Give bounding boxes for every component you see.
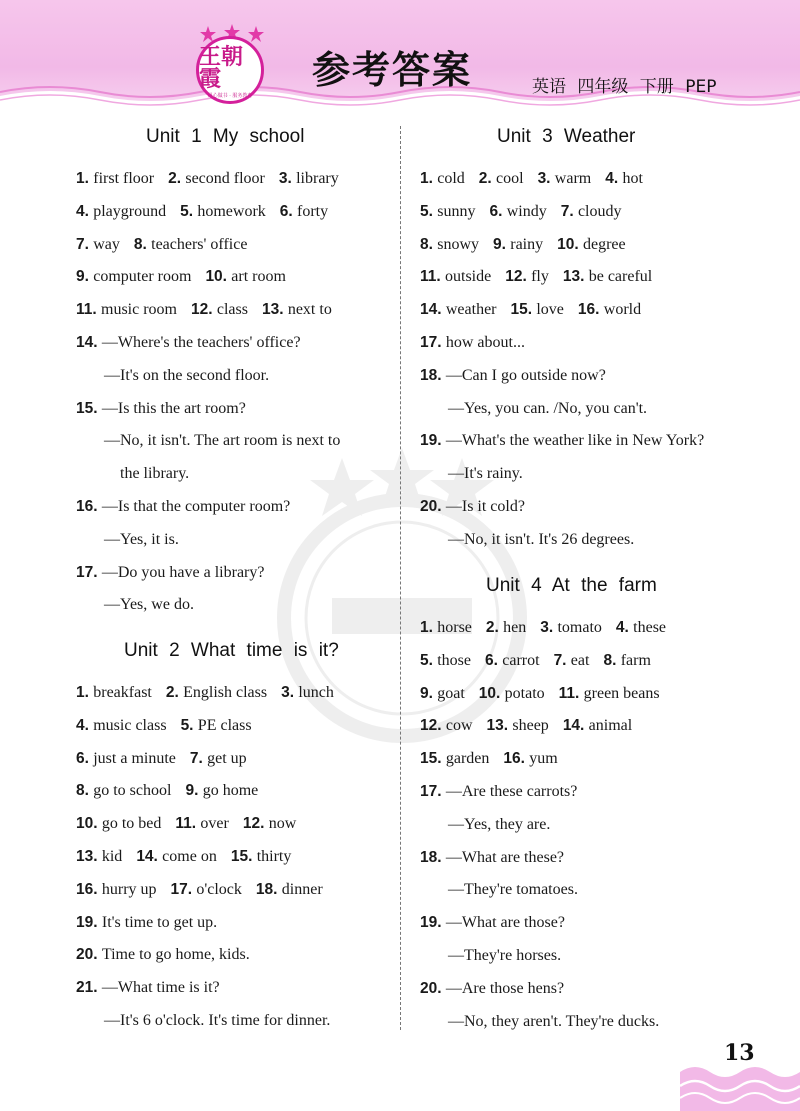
answer-text: —It's rainy. [448,465,523,483]
answer-line [448,945,561,967]
answer-line [76,168,339,190]
answer-text: hurry up [101,880,157,898]
answer-line [104,594,194,616]
answer-text: class [216,301,248,319]
answer-number: 4. [76,716,94,734]
answer-number: 20. [76,946,102,964]
answer-text: world [603,301,642,319]
answer-number: 4. [76,202,94,220]
answer-text: art room [231,268,286,286]
answer-number: 17. [420,783,446,800]
answer-text: windy [506,202,547,220]
answer-number: 13. [562,268,589,286]
answer-number: 6. [485,651,503,669]
answer-number: 9. [493,235,511,253]
answer-number: 1. [420,170,438,187]
answer-number: 16. [76,880,102,898]
answer-number: 16. [76,498,102,515]
answer-text: be careful [588,268,653,286]
answer-text: —What are these? [445,848,565,866]
answer-text: —Yes, they are. [448,815,551,833]
answer-text: —What's the weather like in New York? [445,432,705,450]
answer-text: those [437,651,472,669]
answer-line [104,529,179,551]
answer-text: —Yes, we do. [104,596,194,614]
answer-line [104,1010,330,1032]
answer-number: 6. [279,202,298,220]
answer-text: love [536,301,564,319]
answer-line [76,496,290,518]
answer-text: homework [197,202,266,220]
answer-number: 2. [165,684,184,701]
answer-number: 10. [205,268,232,286]
answer-text: these [633,619,667,636]
answer-text: —Are those hens? [445,979,565,997]
answer-line [420,978,564,1000]
answer-text: rainy [510,235,544,253]
answer-number: 15. [420,750,446,768]
answer-line [448,879,578,901]
answer-text: potato [504,684,545,702]
answer-number: 19. [420,914,446,932]
answer-text: get up [207,749,247,767]
logo-subtitle: 用心做书 · 服务教育 [207,92,253,99]
answer-text: degree [582,235,626,253]
answer-text: —It's on the second floor. [104,366,270,384]
answer-text: playground [93,202,167,220]
answer-number: 3. [281,684,299,701]
answer-number: 13. [261,301,288,319]
answer-text: music class [93,716,167,734]
answer-text: horse [437,619,472,636]
answer-number: 17. [170,880,197,898]
answer-line [420,650,651,672]
answer-line [76,682,334,704]
answer-line [420,617,666,639]
answer-text: thirty [256,848,292,865]
answer-text: —What time is it? [101,979,220,997]
answer-number: 12. [242,815,269,833]
answer-line [76,944,250,966]
answer-line [76,879,323,901]
unit-2-title: Unit 2 What time is it? [124,640,339,661]
answer-line [420,781,577,803]
answer-number: 3. [540,619,558,636]
answer-number: 5. [180,716,198,734]
answer-line [76,715,252,737]
page-title: 参考答案 [312,48,473,92]
answer-text: —No, they aren't. They're ducks. [448,1012,660,1030]
answer-text: carrot [502,651,540,669]
answer-number: 8. [76,782,94,800]
answer-number: 8. [420,235,438,253]
answer-line [448,529,634,551]
answer-text: eat [570,651,590,669]
unit-1-title: Unit 1 My school [146,126,305,147]
answer-line [104,365,269,387]
answer-number: 10. [557,235,583,253]
answer-text: kid [101,848,123,865]
answer-number: 1. [76,170,94,187]
answer-text: warm [554,170,592,187]
answer-text: now [268,815,297,833]
answer-line [420,912,565,934]
answer-text: It's time to get up. [101,913,218,931]
answer-text: yum [529,750,558,768]
answer-number: 8. [133,235,152,253]
answer-text: cow [445,717,473,735]
answer-text: computer room [93,268,192,286]
answer-line [420,715,632,737]
answer-text: —Yes, you can. /No, you can't. [448,399,648,417]
answer-text: PE class [197,716,252,734]
answer-text: first floor [93,170,155,187]
answer-text: next to [287,301,332,319]
answer-number: 4. [615,619,634,636]
answer-number: 9. [185,782,203,800]
answer-number: 12. [505,268,532,286]
answer-number: 13. [486,717,513,735]
answer-text: music room [101,301,177,319]
answer-text: —What are those? [445,914,565,932]
answer-text: second floor [185,170,265,187]
answer-text: lunch [298,684,334,701]
answer-text: come on [162,848,217,865]
logo-text: 王朝霞 [199,43,244,92]
answer-number: 2. [485,619,504,636]
answer-number: 14. [76,334,102,351]
answer-line [420,299,641,321]
answer-number: 18. [420,366,446,384]
answer-line [76,398,246,420]
answer-number: 12. [191,301,217,319]
answer-text: hen [503,619,527,636]
answer-number: 5. [180,202,198,220]
answer-text: Time to go home, kids. [101,946,250,964]
answer-number: 20. [420,979,446,997]
answer-line [76,299,332,321]
answer-number: 11. [76,301,101,319]
answer-text: weather [445,301,497,319]
answer-number: 11. [175,815,201,833]
answer-line [104,430,340,452]
answer-text: just a minute [93,749,176,767]
answer-line [76,912,217,934]
answer-line [76,562,264,584]
answer-number: 7. [189,749,208,767]
answer-number: 18. [255,880,282,898]
answer-text: green beans [583,684,660,702]
answer-text: —They're tomatoes. [448,881,578,899]
answer-number: 7. [553,651,571,669]
answer-number: 20. [420,498,446,515]
answer-number: 14. [562,717,589,735]
answer-number: 19. [76,913,102,931]
answer-number: 14. [420,301,446,319]
answer-text: snowy [437,235,480,253]
answer-number: 3. [278,170,297,187]
answer-text: —Do you have a library? [101,563,265,581]
answer-number: 6. [76,749,94,767]
column-divider [400,126,401,1030]
answer-line [420,201,621,223]
answer-line [420,332,525,354]
answer-text: garden [445,750,490,768]
page-number: 13 [724,1040,755,1066]
answer-line [76,846,291,868]
answer-text: goat [437,684,465,702]
answer-number: 13. [76,848,102,865]
answer-text: fly [531,268,549,286]
answer-text: forty [297,202,329,220]
answer-line [448,814,550,836]
answer-number: 3. [537,170,555,187]
answer-text: tomato [557,619,602,636]
answer-text: —Yes, it is. [104,530,179,548]
answer-line [76,813,296,835]
subject-info: 英语 四年级 下册 PEP [532,77,717,97]
answer-number: 2. [478,170,497,187]
answer-text: teachers' office [151,235,248,253]
answer-number: 9. [76,268,94,286]
answer-number: 10. [478,684,505,702]
answer-number: 7. [76,235,94,253]
answer-number: 15. [76,399,102,417]
answer-text: —Is that the computer room? [101,498,291,515]
answer-number: 15. [510,301,537,319]
answer-line [76,748,247,770]
answer-text: English class [183,684,268,701]
answer-number: 15. [230,848,257,865]
answer-text: —Are these carrots? [445,783,578,800]
answer-text: over [200,815,229,833]
answer-line [420,683,660,705]
answer-text: cool [496,170,524,187]
answer-line [448,1011,659,1033]
answer-number: 9. [420,684,438,702]
answer-text: go to bed [101,815,162,833]
answer-line [420,168,643,190]
answer-number: 5. [420,651,438,669]
answer-text: —No, it isn't. The art room is next to [104,432,341,450]
answer-text: cloudy [577,202,622,220]
answer-number: 17. [420,334,446,351]
answer-text: —Is it cold? [445,498,525,515]
answer-text: dinner [281,880,323,898]
answer-line [76,780,258,802]
answer-number: 1. [76,684,94,701]
answer-line [76,234,247,256]
answer-text: cold [437,170,465,187]
answer-number: 8. [603,651,621,669]
answer-number: 5. [420,202,438,220]
answer-text: o'clock [196,880,242,898]
answer-line [420,748,558,770]
answer-text: —Can I go outside now? [445,366,606,384]
answer-line [76,266,286,288]
answer-line [76,332,301,354]
answer-number: 7. [560,202,578,220]
answer-line [448,398,647,420]
answer-text: farm [620,651,651,669]
answer-number: 11. [558,684,584,702]
answer-text: —Is this the art room? [101,399,246,417]
answer-line [420,365,606,387]
answer-number: 10. [76,815,102,833]
answer-number: 19. [420,432,446,450]
answer-text: go home [202,782,259,800]
answer-text: sheep [512,717,549,735]
answer-text: outside [445,268,492,286]
answer-number: 11. [420,268,445,286]
answer-number: 21. [76,979,102,997]
answer-text: —No, it isn't. It's 26 degrees. [448,530,635,548]
publisher-logo [196,36,264,104]
answer-text: —They're horses. [448,947,562,964]
answer-text: animal [588,717,633,735]
unit-3-title: Unit 3 Weather [497,126,636,147]
answer-line [120,463,189,485]
answer-number: 2. [168,170,186,187]
answer-number: 1. [420,619,438,636]
answer-text: library [296,170,339,187]
answer-text: sunny [437,202,476,220]
answer-line [448,463,523,485]
answer-text: breakfast [93,684,152,701]
answer-line [76,201,328,223]
answer-text: hot [622,170,643,187]
answer-number: 16. [503,750,530,768]
answer-number: 16. [577,301,604,319]
answer-text: how about... [445,334,525,351]
answer-text: —It's 6 o'clock. It's time for dinner. [104,1012,331,1029]
unit-4-title: Unit 4 At the farm [486,575,657,596]
answer-line [420,234,626,256]
answer-line [420,496,525,518]
answer-text: go to school [93,782,172,800]
answer-number: 6. [489,202,507,220]
answer-line [420,266,652,288]
answer-line [76,977,220,999]
answer-number: 14. [136,848,163,865]
answer-text: —Where's the teachers' office? [101,334,301,351]
answer-number: 4. [605,170,623,187]
answer-text: way [93,235,120,253]
answer-number: 12. [420,717,446,735]
answer-number: 17. [76,563,102,581]
answer-text: the library. [120,465,190,483]
answer-number: 18. [420,848,446,866]
answer-line [420,847,564,869]
answer-line [420,430,704,452]
